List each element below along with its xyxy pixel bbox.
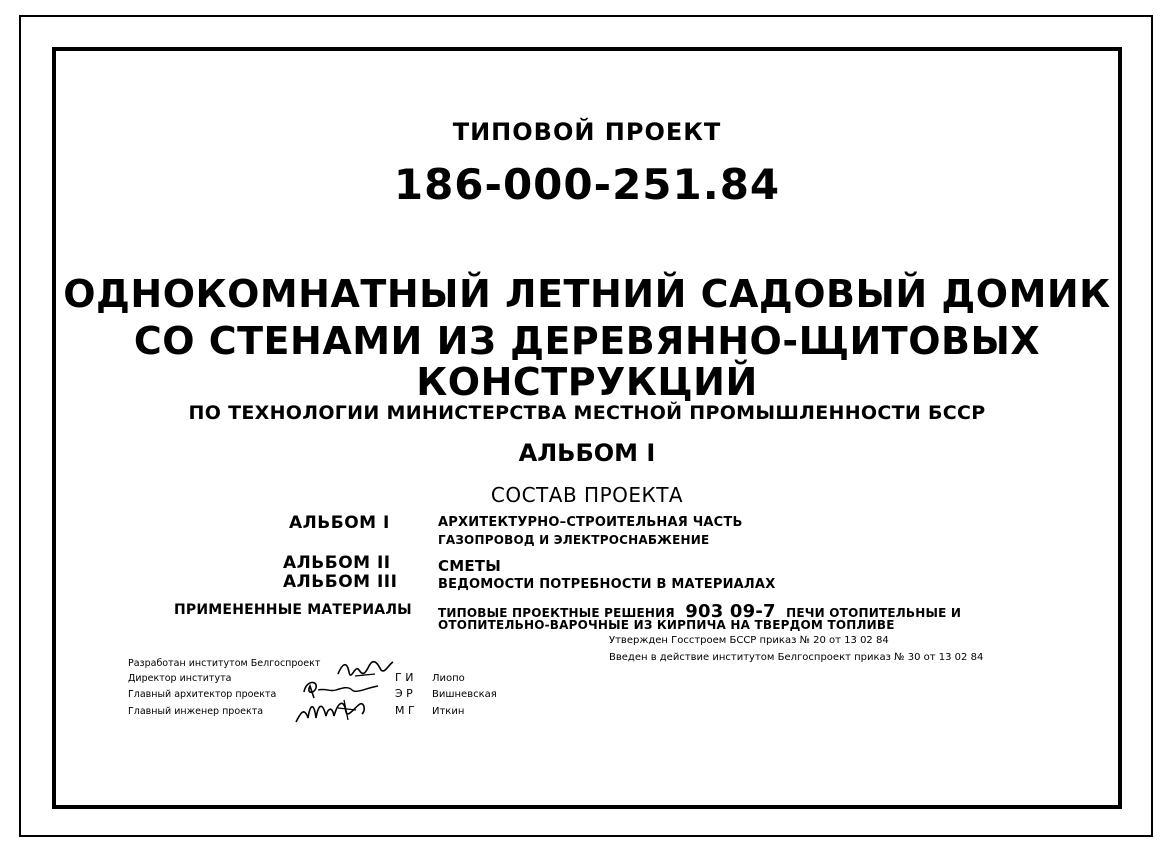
album-1-line-2: ГАЗОПРОВОД И ЭЛЕКТРОСНАБЖЕНИЕ — [438, 533, 710, 547]
title-line-2: СО СТЕНАМИ ИЗ ДЕРЕВЯННО-ЩИТОВЫХ — [133, 319, 1041, 363]
title-line-1: ОДНОКОМНАТНЫЙ ЛЕТНИЙ САДОВЫЙ ДОМИК — [63, 272, 1111, 316]
credit-name-director: Лиопо — [432, 673, 465, 684]
signature-director — [335, 658, 395, 680]
enactment-statement: Введен в действие институтом Белгоспроект приказ № 30 от 13 02 84 — [609, 652, 984, 663]
album-3-label: АЛЬБОМ III — [283, 572, 398, 592]
materials-label: ПРИМЕНЕННЫЕ МАТЕРИАЛЫ — [174, 602, 412, 618]
subtitle: ПО ТЕХНОЛОГИИ МИНИСТЕРСТВА МЕСТНОЙ ПРОМЫШЛЕННОСТИ БССР — [188, 402, 986, 424]
developed-by: Разработан институтом Белгоспроект — [128, 658, 321, 669]
document-type: ТИПОВОЙ ПРОЕКТ — [452, 118, 722, 146]
composition-heading: СОСТАВ ПРОЕКТА — [490, 483, 684, 507]
materials-code: 903 09-7 — [685, 601, 776, 622]
album-1-label: АЛЬБОМ I — [289, 513, 390, 533]
credit-name-architect: Вишневская — [432, 689, 497, 700]
album-1-line-1: АРХИТЕКТУРНО–СТРОИТЕЛЬНАЯ ЧАСТЬ — [438, 515, 743, 530]
album-2-line-1: СМЕТЫ — [438, 557, 501, 575]
credit-name-engineer: Иткин — [432, 706, 465, 717]
album-3-line-1: ВЕДОМОСТИ ПОТРЕБНОСТИ В МАТЕРИАЛАХ — [438, 577, 776, 592]
credit-role-director: Директор института — [128, 673, 232, 684]
album-2-label: АЛЬБОМ II — [283, 553, 391, 573]
credit-role-engineer: Главный инженер проекта — [128, 706, 264, 717]
materials-suffix: ПЕЧИ ОТОПИТЕЛЬНЫЕ И — [786, 606, 962, 620]
credit-initials-director: Г И — [395, 671, 414, 684]
materials-prefix: ТИПОВЫЕ ПРОЕКТНЫЕ РЕШЕНИЯ — [438, 606, 675, 620]
credit-role-architect: Главный архитектор проекта — [128, 689, 277, 700]
credit-initials-engineer: М Г — [395, 704, 415, 717]
approval-statement: Утвержден Госстроем БССР приказ № 20 от 13 02 84 — [609, 635, 889, 646]
materials-line-2: ОТОПИТЕЛЬНО-ВАРОЧНЫЕ ИЗ КИРПИЧА НА ТВЕРДОМ ТОПЛИВЕ — [438, 618, 895, 632]
signature-engineer — [294, 696, 374, 726]
document-number: 186-000-251.84 — [393, 160, 781, 209]
album-heading: АЛЬБОМ I — [518, 439, 656, 467]
credit-initials-architect: Э Р — [395, 687, 413, 700]
title-line-3: КОНСТРУКЦИЙ — [416, 360, 758, 404]
